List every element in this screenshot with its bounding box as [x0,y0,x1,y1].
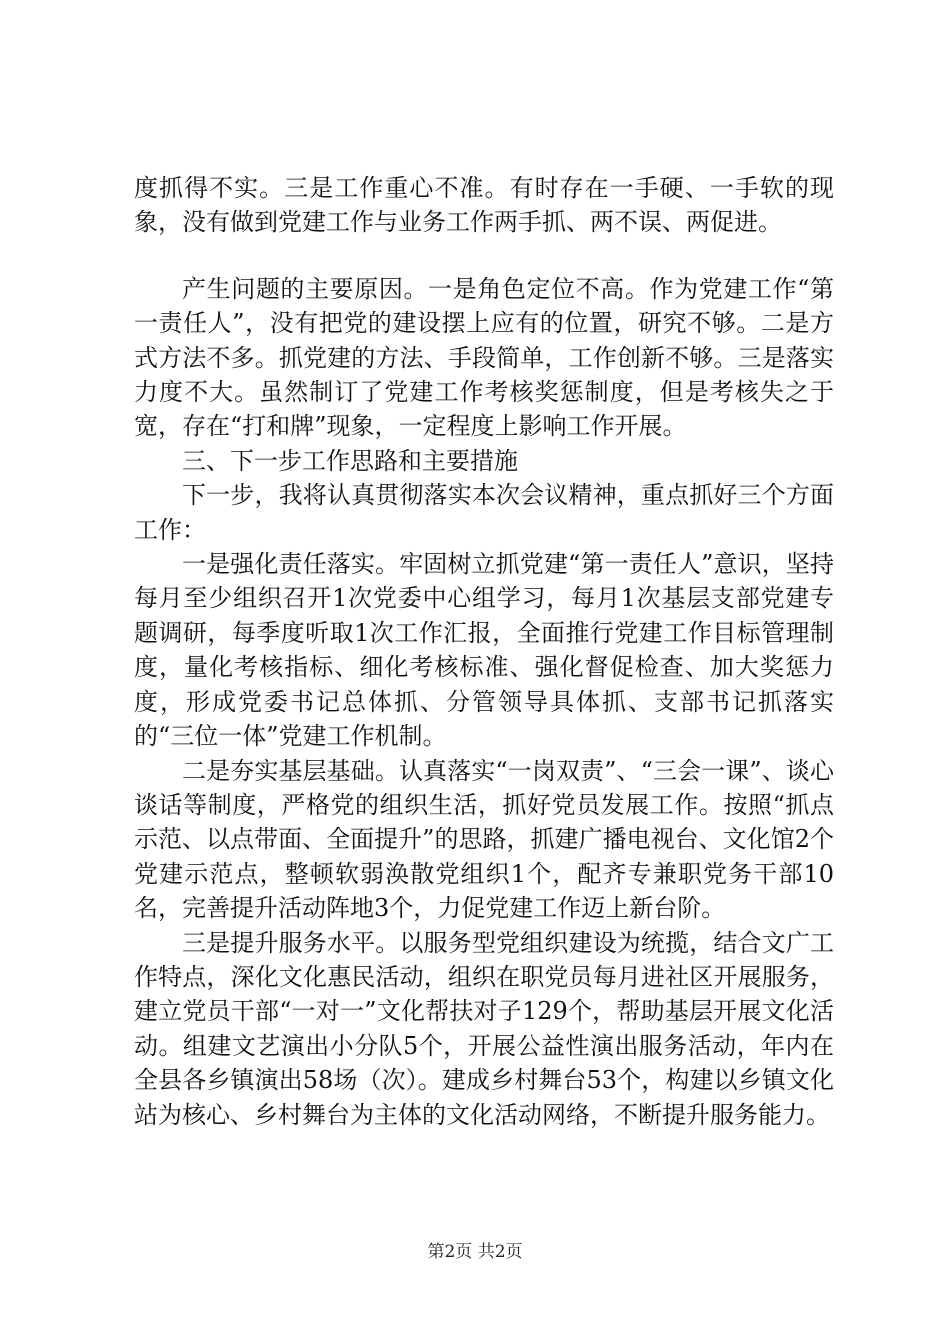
paragraph-measure-1: 一是强化责任落实。牢固树立抓党建“第一责任人”意识，坚持每月至少组织召开1次党委中心组学习，每月1次基层支部党建专题调研，每季度听取1次工作汇报，全面推行党建工作目标管理制度，量化考核指标、细化考核标准、强化督促检查、加大奖惩力度，形成党委书记总体抓、分管领导具体抓、支部书记抓落实的“三位一体”党建工作机制。 [134,550,834,751]
section-heading: 三、下一步工作思路和主要措施 [182,446,518,475]
document-body [134,171,834,1132]
paragraph-measure-2: 二是夯实基层基础。认真落实“一岗双责”、“三会一课”、谈心谈话等制度，严格党的组织生活，抓好党员发展工作。按照“抓点示范、以点带面、全面提升”的思路，抓建广播电视台、文化馆2个党建示范点，整顿软弱涣散党组织1个，配齐专兼职党务干部10名，完善提升活动阵地3个，力促党建工作迈上新台阶。 [134,756,834,923]
paragraph-gap [134,240,834,272]
page-footer: 第2页 共2页 [427,1242,523,1262]
paragraph-problem-causes: 产生问题的主要原因。一是角色定位不高。作为党建工作“第一责任人”，没有把党的建设摆上应有的位置，研究不够。二是方式方法不多。抓党建的方法、手段简单，工作创新不够。三是落实力度不大。虽然制订了党建工作考核奖惩制度，但是考核失之于宽，存在“打和牌”现象，一定程度上影响工作开展。 [134,274,834,441]
paragraph-next-steps: 下一步，我将认真贯彻落实本次会议精神，重点抓好三个方面工作： [134,481,834,544]
paragraph-measure-3: 三是提升服务水平。以服务型党组织建设为统揽，结合文广工作特点，深化文化惠民活动，组织在职党员每月进社区开展服务，建立党员干部“一对一”文化帮扶对子129个，帮助基层开展文化活动。组建文艺演出小分队5个，开展公益性演出服务活动，年内在全县各乡镇演出58场（次）。建成乡村舞台53个，构建以乡镇文化站为核心、乡村舞台为主体的文化活动网络，不断提升服务能力。 [134,928,834,1129]
paragraph-continuation: 度抓得不实。三是工作重心不准。有时存在一手硬、一手软的现象，没有做到党建工作与业务工作两手抓、两不误、两促进。 [134,174,834,237]
